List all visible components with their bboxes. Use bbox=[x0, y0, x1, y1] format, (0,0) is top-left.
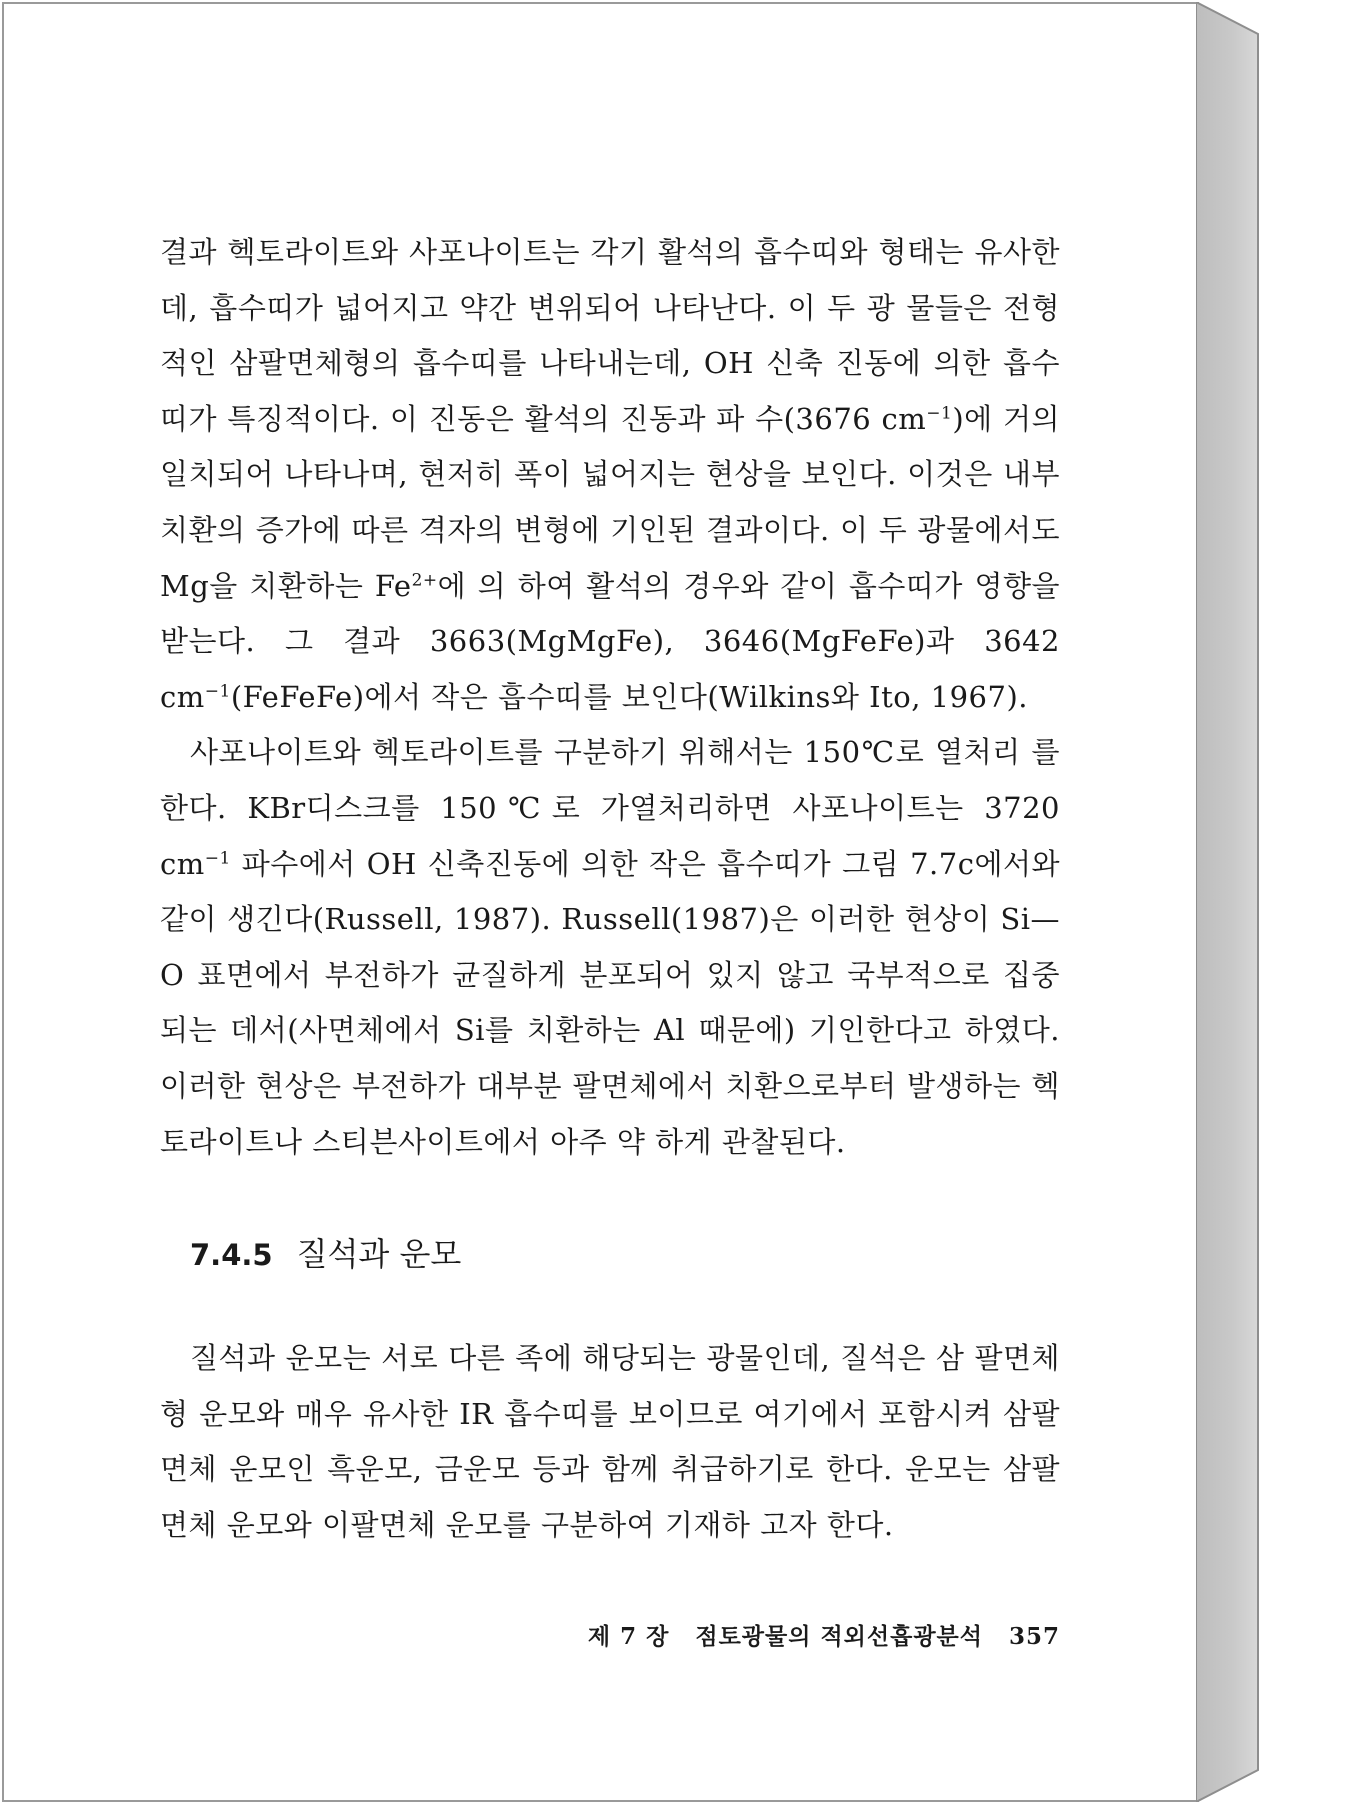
text-line: 3663(MgMgFe), 3646(MgFeFe)과 3642 $cm^{-1}(FeFeFe)$에서 작은 bbox=[160, 624, 1060, 714]
footer-chapter-title: 점토광물의 적외선흡광분석 bbox=[695, 1623, 983, 1650]
running-footer bbox=[160, 1618, 1060, 1651]
page-edge-shading bbox=[1196, 2, 1274, 1802]
page-body bbox=[160, 225, 1060, 1553]
footer-chapter: 제 7 장 bbox=[587, 1623, 670, 1650]
section-number: 7.4.5 bbox=[190, 1238, 273, 1273]
paragraph-heat-treatment: 사포나이트와 헥토라이트를 구분하기 위해서는 150℃로 열처리 를 한다. KBr디스크를 150℃로 가열처리하면 사포나이트는 3720 $cm^{-1}$ 파수에서 OH 신축진동에 의한 작은 흡수띠가 그림 7.7c에서와 같이 생긴다(Russell, 1987). Russell(1987)은 이러한 현상이 Si—O 표면에서 부전하가 균질하게 분포되어 있지 않고 국부적으로 집중되는 데서(사면체에서 Si를 치환하는 Al 때문에) 기인한다고 하였다. 이러한 현상은 부전하가 대부분 팔면체에서 치환으로부터 발생하는 헥토라이트나 스티븐사이트에서 아주 약 하게 관찰된다. bbox=[160, 735, 1061, 1159]
text-line: 수(3676 $cm^{-1}$)에 거의 일치되어 나타나며, 현저히 폭이 넓어지는 bbox=[160, 401, 1061, 492]
page-number: 357 bbox=[1008, 1623, 1060, 1650]
paragraph-hectorite-saponite: 결과 헥토라이트와 사포나이트는 각기 활석의 흡수띠와 형태는 유사한데, 흡수띠가 넓어지고 약간 변위되어 나타난다. 이 두 광 물들은 전형적인 삼팔면체형의 흡수띠를 나타내는데, OH 신축 진동에 의한 흡수띠가 특징적이다. 이 진동은 활석의 진동과 파 수(3676 $cm^{-1}$)에 거의 일치되어 나타나며, 현저히 폭이 넓어지는 현상을 보인다. 이것은 내부치환의 증가에 따른 격자의 변형에 기인된 결과이다. 이 두 광물에서도 Mg을 치환하는 $Fe^{2+}$에 의 하여 활석의 경우와 같이 흡수띠가 영향을 받는다. 그 결과 3663(MgMgFe), 3646(MgFeFe)과 3642 $cm^{-1}(FeFeFe)$에서 작은 흡수띠를 보인다(Wilkins와 Ito, 1967). bbox=[160, 235, 1061, 714]
section-title: 질석과 운모 bbox=[296, 1235, 462, 1274]
paragraph-vermiculite-mica: 질석과 운모는 서로 다른 족에 해당되는 광물인데, 질석은 삼 팔면체형 운모와 매우 유사한 IR 흡수띠를 보이므로 여기에서 포함시켜 삼팔면체 운모인 흑운모, 금운모 등과 함께 취급하기로 한다. 운모는 삼팔면체 운모와 이팔면체 운모를 구분하여 기재하 고자 한다. bbox=[160, 1341, 1060, 1542]
section-heading bbox=[190, 1232, 1060, 1276]
text-line: 3720 $cm^{-1}$ 파수에서 OH 신축진동에 의한 작은 흡수띠가 그림 bbox=[160, 790, 1060, 881]
text-line: 기인된 결과이다. 이 두 광물에서도 Mg을 치환하는 $Fe^{2+}$에 의 bbox=[160, 512, 1060, 603]
